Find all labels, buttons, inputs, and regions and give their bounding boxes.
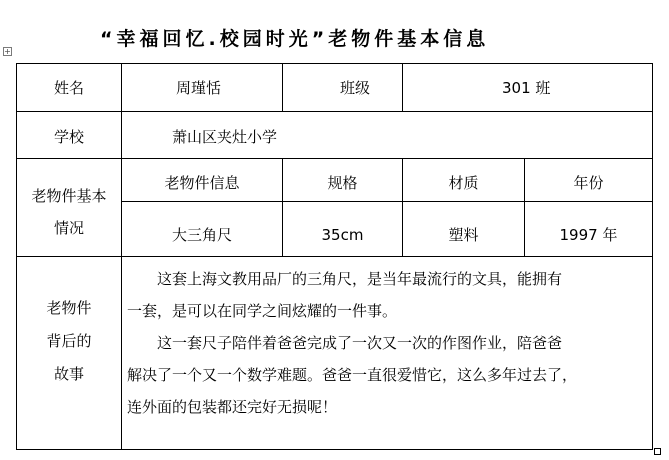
header-spec: 规格 [327, 174, 358, 192]
basic-label-line2: 情况 [53, 219, 84, 237]
name-value[interactable]: 周瑾恬 [176, 79, 222, 97]
table-border-bottom [16, 449, 653, 450]
story-line: 一套，是可以在同学之间炫耀的一件事。 [127, 302, 398, 320]
row-divider-3 [16, 256, 653, 257]
row1-divider-b [402, 63, 403, 111]
class-label: 班级 [340, 79, 371, 97]
story-line: 解决了一个又一个数学难题。爸爸一直很爱惜它，这么多年过去了， [127, 366, 578, 384]
story-line: 这一套尺子陪伴着爸爸完成了一次又一次的作图作业，陪爸爸 [127, 334, 563, 352]
name-label: 姓名 [53, 79, 84, 97]
row-divider-basic-inner [121, 201, 653, 202]
table-border-top [16, 63, 653, 64]
row-divider-2 [16, 158, 653, 159]
row-divider-1 [16, 111, 653, 112]
class-value[interactable]: 301 班 [502, 79, 551, 97]
story-label-line2: 背后的 [46, 332, 92, 350]
value-material[interactable]: 塑料 [448, 226, 479, 244]
table-resize-handle-icon[interactable] [654, 448, 661, 455]
label-column-divider [121, 63, 122, 450]
document-title: “幸福回忆.校园时光”老物件基本信息 [100, 28, 490, 50]
row1-divider-a [282, 63, 283, 111]
story-line: 这套上海文教用品厂的三角尺，是当年最流行的文具，能拥有 [127, 270, 563, 288]
value-spec[interactable]: 35cm [321, 226, 364, 244]
school-value[interactable]: 萧山区夹灶小学 [172, 128, 278, 146]
story-label-line3: 故事 [53, 365, 84, 383]
school-label: 学校 [53, 128, 84, 146]
basic-label-line1: 老物件基本 [31, 187, 107, 205]
table-move-handle-icon[interactable]: + [4, 47, 11, 56]
story-line: 连外面的包装都还完好无损呢！ [127, 398, 338, 416]
table-border-left [16, 63, 17, 450]
header-item-info: 老物件信息 [164, 174, 240, 192]
story-label-line1: 老物件 [46, 299, 92, 317]
story-text[interactable] [127, 263, 647, 423]
value-year[interactable]: 1997 年 [559, 226, 618, 244]
header-year: 年份 [573, 174, 604, 192]
header-material: 材质 [448, 174, 479, 192]
table-border-right [652, 63, 653, 450]
value-item-info[interactable]: 大三角尺 [171, 226, 232, 244]
